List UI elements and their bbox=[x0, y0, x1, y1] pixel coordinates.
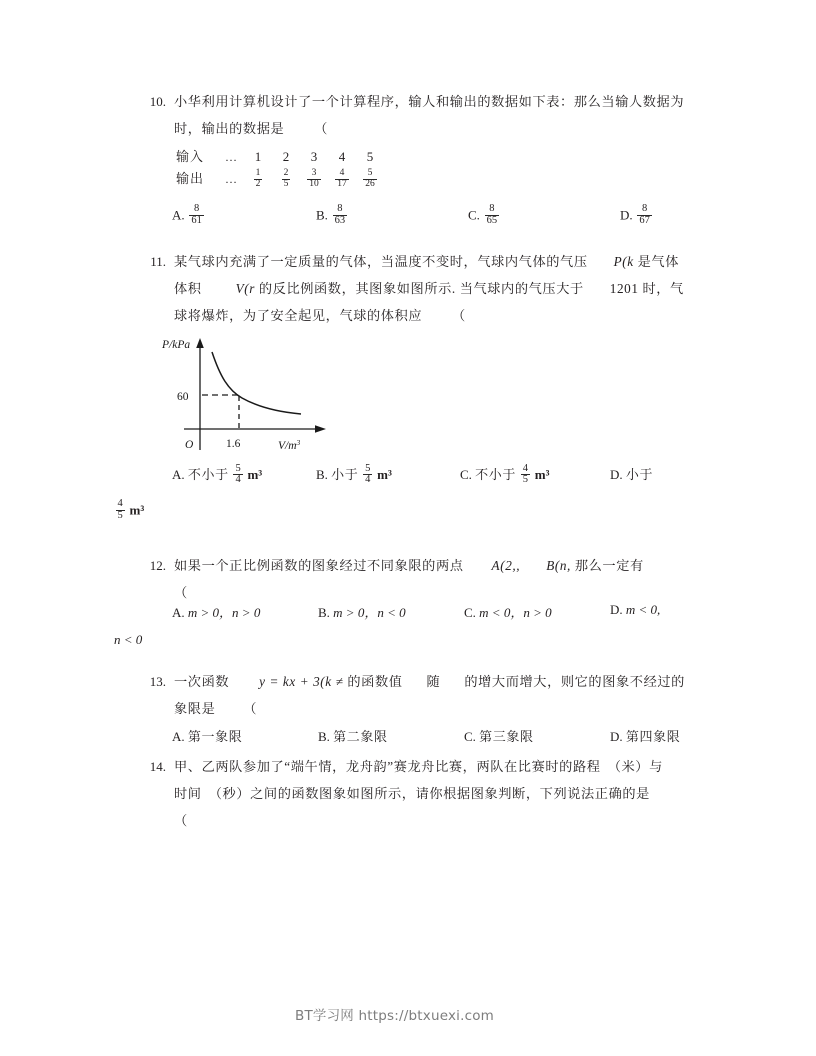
x-axis-label: $V/m^3$ bbox=[278, 438, 301, 452]
question-13-stem-line1-c: 随 bbox=[426, 674, 441, 689]
site-watermark: BT学习网 https://btxuexi.com bbox=[295, 1008, 495, 1024]
question-11-options bbox=[172, 464, 702, 488]
question-13-number: 13. bbox=[149, 674, 166, 689]
question-11-stem bbox=[174, 248, 700, 329]
option-b-expression: m > 0，n < 0 bbox=[333, 605, 406, 620]
question-11-stem-line1-a: 某气球内充满了一定质量的气体，当温度不变时，气球内气体的气压 bbox=[174, 254, 588, 269]
question-11-pressure-value: 1201 bbox=[609, 281, 639, 296]
option-d-prefix: 小于 bbox=[625, 467, 654, 482]
table-row-output bbox=[176, 168, 384, 192]
option-a-value: $\frac{8}{61}$ bbox=[191, 203, 202, 226]
option-c-unit: m³ bbox=[534, 467, 550, 482]
hyperbola-curve bbox=[212, 352, 301, 414]
question-13-option-b[interactable] bbox=[318, 726, 388, 745]
question-12-open-paren: （ bbox=[174, 585, 188, 600]
option-b-text: 第二象限 bbox=[333, 729, 388, 744]
y-axis-label: P/kPa bbox=[162, 339, 191, 351]
table-row-output-dots: … bbox=[225, 172, 237, 186]
question-10-options bbox=[172, 205, 702, 229]
question-10-option-b[interactable] bbox=[316, 205, 349, 228]
option-d-fraction: $\frac{4}{5}$ bbox=[117, 498, 123, 521]
option-a-unit: m³ bbox=[247, 467, 263, 482]
question-13-option-c[interactable] bbox=[464, 726, 534, 745]
question-11-stem-line3 bbox=[174, 302, 700, 329]
option-a-label: A. bbox=[172, 605, 185, 620]
question-10-stem-line2 bbox=[174, 115, 700, 142]
option-a-prefix: 不小于 bbox=[187, 467, 229, 482]
question-10-stem-line1: 小华利用计算机设计了一个计算程序，输人和输出的数据如下表：那么当输人数据为 bbox=[174, 94, 685, 109]
question-11-stem-line2 bbox=[174, 275, 700, 302]
question-10-stem-line2-text: 时，输出的数据是 bbox=[174, 121, 285, 136]
table-cell-output-1: $\frac{1}{2}$ bbox=[255, 168, 261, 189]
question-13-option-a[interactable] bbox=[172, 726, 242, 745]
question-12 bbox=[132, 552, 700, 606]
option-c-text: 第三象限 bbox=[479, 729, 534, 744]
x-tick-label-1-6: 1.6 bbox=[226, 438, 241, 450]
question-13-stem-line1-b: 的函数值 bbox=[347, 674, 403, 689]
option-a-expression: m > 0，n > 0 bbox=[187, 605, 261, 620]
question-14 bbox=[132, 753, 700, 834]
question-13-stem-line2-text: 象限是 bbox=[174, 701, 216, 716]
question-10-option-a[interactable] bbox=[172, 205, 205, 228]
question-12-stem-line1-a: 如果一个正比例函数的图象经过不同象限的两点 bbox=[174, 558, 464, 573]
option-d-label: D. bbox=[620, 207, 633, 223]
option-c-label: C. bbox=[464, 729, 476, 744]
option-d-label: D. bbox=[610, 729, 623, 744]
question-13-option-d[interactable] bbox=[610, 726, 680, 745]
question-14-number: 14. bbox=[149, 759, 166, 774]
y-tick-label-60: 60 bbox=[177, 391, 189, 403]
question-13-stem-line1-a: 一次函数 bbox=[174, 674, 230, 689]
option-d-label: D. bbox=[610, 602, 623, 617]
option-b-fraction: $\frac{5}{4}$ bbox=[365, 462, 371, 486]
option-b-prefix: 小于 bbox=[331, 467, 359, 482]
table-cell-input-3: 3 bbox=[310, 149, 318, 164]
x-axis-arrow bbox=[315, 425, 326, 433]
question-13 bbox=[132, 668, 700, 722]
table-row-input-label: 输入 bbox=[176, 149, 205, 164]
question-11-option-d[interactable] bbox=[610, 464, 653, 483]
question-11-stem-line3-text: 球将爆炸，为了安全起见，气球的体积应 bbox=[174, 308, 423, 323]
inverse-proportion-graph bbox=[158, 332, 338, 452]
table-cell-output-5: $\frac{5}{26}$ bbox=[365, 168, 375, 189]
option-a-fraction: $\frac{5}{4}$ bbox=[235, 462, 241, 486]
question-12-option-a[interactable] bbox=[172, 602, 260, 621]
question-11 bbox=[132, 248, 700, 329]
option-c-fraction: $\frac{4}{5}$ bbox=[522, 462, 528, 486]
option-a-label: A. bbox=[172, 207, 185, 223]
question-14-open-paren: （ bbox=[174, 813, 188, 828]
question-11-stem-line2-a: 体积 bbox=[174, 281, 202, 296]
question-10-option-d[interactable] bbox=[620, 205, 653, 228]
option-d-label: D. bbox=[610, 467, 623, 482]
question-10-option-c[interactable] bbox=[468, 205, 501, 228]
question-12-point-b: B(n, bbox=[546, 558, 571, 573]
option-c-label: C. bbox=[464, 605, 476, 620]
question-10 bbox=[132, 88, 700, 142]
question-13-stem-line1-d: 的增大而增大，则它的图象不经过的 bbox=[464, 674, 685, 689]
table-row-input bbox=[176, 146, 384, 170]
question-13-stem-line1 bbox=[174, 668, 700, 695]
option-d-value: $\frac{8}{67}$ bbox=[639, 203, 650, 226]
question-12-stem-line1 bbox=[174, 552, 700, 579]
option-c-value: $\frac{8}{65}$ bbox=[486, 203, 498, 226]
option-d-unit: m³ bbox=[129, 502, 145, 518]
question-11-stem-line1 bbox=[174, 248, 700, 275]
question-12-number: 12. bbox=[149, 558, 166, 573]
question-11-var-p: P(k bbox=[613, 254, 634, 269]
question-11-stem-line1-b: 是气体 bbox=[637, 254, 680, 269]
question-13-stem-line2 bbox=[174, 695, 700, 722]
question-11-option-d-wrapped[interactable] bbox=[114, 500, 144, 523]
option-c-label: C. bbox=[460, 467, 472, 482]
option-a-text: 第一象限 bbox=[187, 729, 243, 744]
question-11-stem-line2-c: 时，气 bbox=[642, 281, 684, 296]
option-b-label: B. bbox=[318, 605, 330, 620]
question-11-number: 11. bbox=[150, 254, 166, 269]
question-10-stem bbox=[174, 88, 700, 142]
option-a-label: A. bbox=[172, 467, 185, 482]
option-c-expression: m < 0，n > 0 bbox=[479, 605, 552, 620]
option-d-expression: m < 0, bbox=[625, 602, 661, 617]
option-b-unit: m³ bbox=[377, 467, 392, 482]
table-cell-input-5: 5 bbox=[366, 149, 374, 164]
question-13-stem bbox=[174, 668, 700, 722]
question-12-options bbox=[172, 602, 702, 626]
table-cell-input-1: 1 bbox=[254, 149, 262, 164]
question-11-option-c[interactable] bbox=[460, 464, 549, 487]
question-12-option-b[interactable] bbox=[318, 602, 406, 621]
table-cell-output-4: $\frac{4}{17}$ bbox=[337, 168, 347, 189]
table-cell-input-2: 2 bbox=[282, 149, 290, 164]
question-10-table bbox=[176, 146, 406, 196]
option-c-prefix: 不小于 bbox=[475, 467, 516, 482]
question-13-open-paren: （ bbox=[243, 701, 257, 716]
table-row-output-label: 输出 bbox=[176, 171, 205, 186]
option-b-label: B. bbox=[316, 207, 328, 223]
question-11-figure bbox=[158, 332, 338, 452]
table-row-input-dots: … bbox=[225, 150, 237, 164]
question-12-option-d-wrapped[interactable]: n < 0 bbox=[114, 632, 143, 647]
question-10-number: 10. bbox=[149, 94, 166, 109]
question-11-stem-line2-b: 的反比例函数，其图象如图所示. 当气球内的气压大于 bbox=[258, 281, 584, 296]
table-cell-input-4: 4 bbox=[338, 149, 346, 164]
question-14-stem bbox=[174, 753, 700, 834]
question-12-stem bbox=[174, 552, 700, 606]
question-13-function-expression: y = kx + 3(k ≠ bbox=[259, 674, 344, 689]
option-d-text: 第四象限 bbox=[625, 729, 681, 744]
question-14-stem-line2: 时间 （秒）之间的函数图象如图所示，请你根据图象判断，下列说法正确的是 bbox=[174, 786, 650, 801]
question-12-stem-line1-b: 那么一定有 bbox=[574, 558, 644, 573]
question-12-option-d[interactable] bbox=[610, 602, 660, 618]
question-11-option-b[interactable] bbox=[316, 464, 392, 487]
option-b-label: B. bbox=[318, 729, 330, 744]
option-a-label: A. bbox=[172, 729, 185, 744]
option-b-value: $\frac{8}{63}$ bbox=[334, 203, 346, 226]
option-c-label: C. bbox=[468, 207, 480, 223]
question-12-option-c[interactable] bbox=[464, 602, 552, 621]
question-10-open-paren: （ bbox=[314, 121, 328, 136]
option-b-label: B. bbox=[316, 467, 328, 482]
question-14-stem-line3 bbox=[174, 807, 700, 834]
question-11-open-paren: （ bbox=[452, 308, 466, 323]
question-11-option-a[interactable] bbox=[172, 464, 262, 487]
question-11-var-v: V(r bbox=[235, 281, 255, 296]
y-axis-arrow bbox=[196, 338, 204, 348]
origin-label: O bbox=[185, 439, 194, 451]
question-13-options bbox=[172, 726, 702, 750]
question-12-point-a: A(2,, bbox=[491, 558, 521, 573]
question-14-stem-line1: 甲、乙两队参加了“端午情，龙舟韵”赛龙舟比赛，两队在比赛时的路程 （米）与 bbox=[174, 759, 663, 774]
table-cell-output-2: $\frac{2}{5}$ bbox=[283, 168, 289, 189]
table-cell-output-3: $\frac{3}{10}$ bbox=[309, 168, 319, 189]
